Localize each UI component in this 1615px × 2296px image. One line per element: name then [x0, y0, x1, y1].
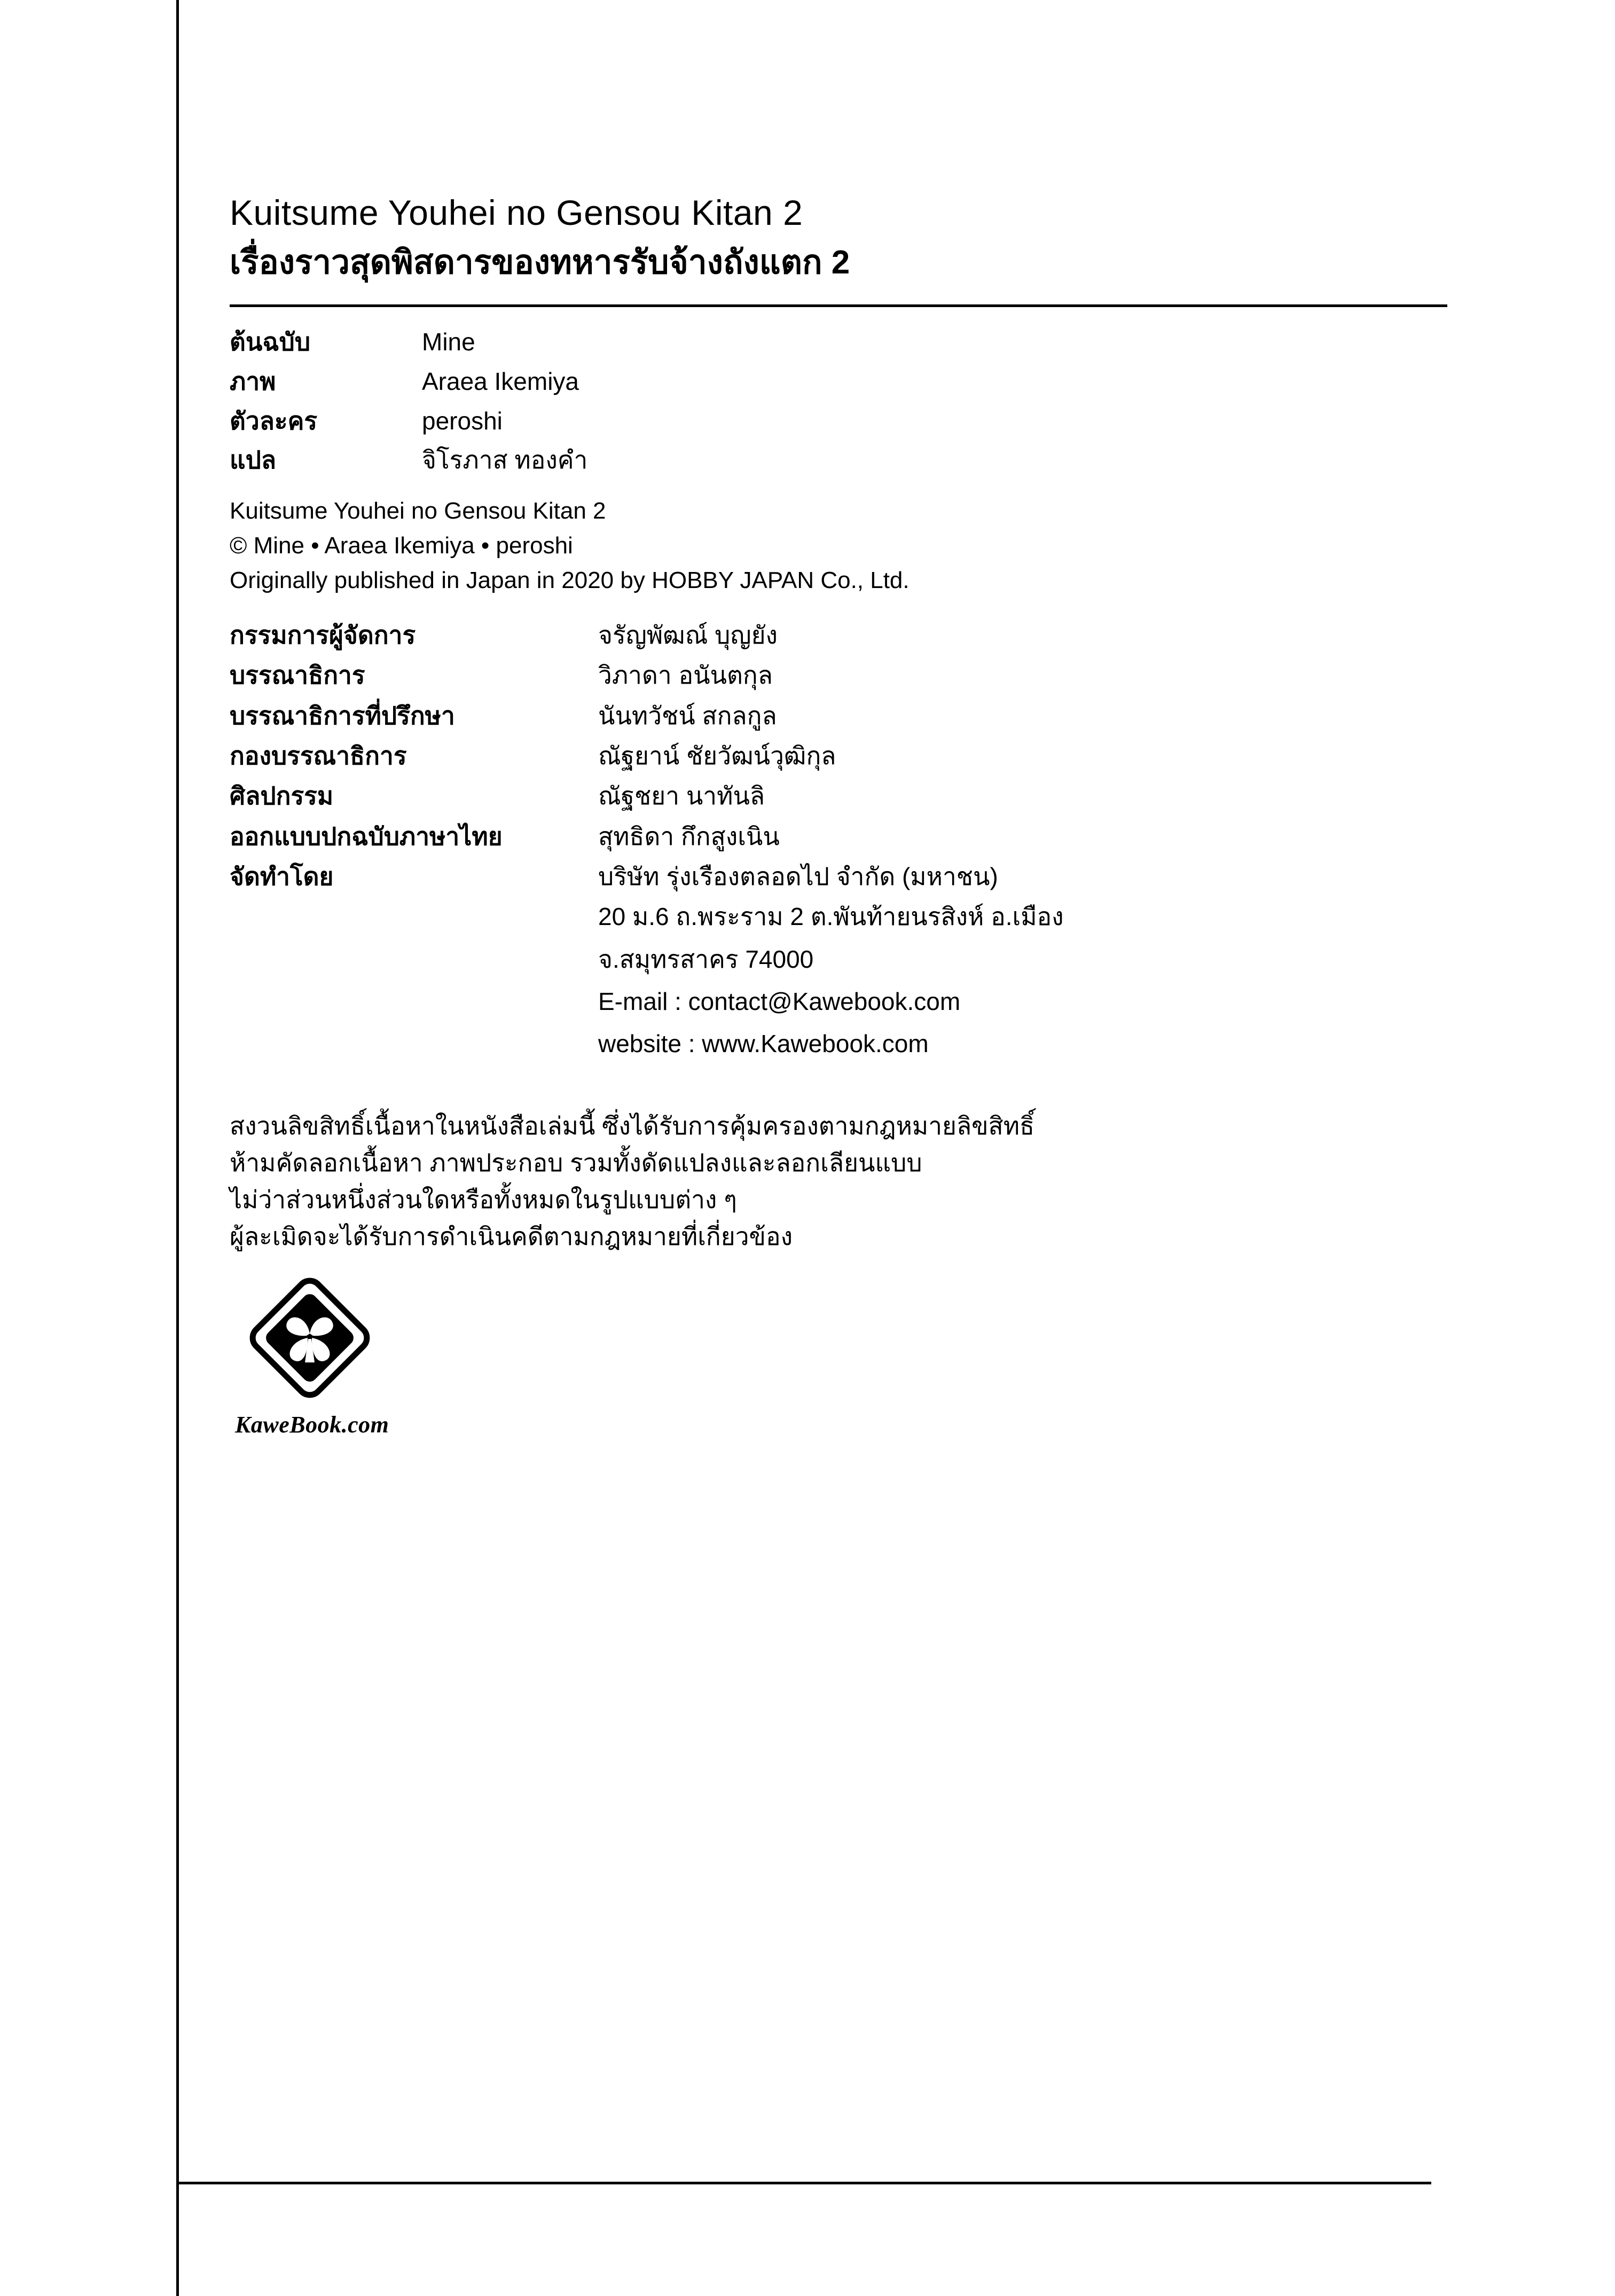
table-row: [230, 782, 1064, 822]
publisher-address-line2: จ.สมุทรสาคร 74000: [598, 945, 814, 973]
page-title-thai: เรื่องราวสุดพิสดารของทหารรับจ้างถังแตก 2: [230, 244, 850, 281]
staff-value-managing-director: จรัญพัฒณ์ บุญยัง: [598, 621, 778, 649]
table-row: [230, 368, 587, 408]
clover-diamond-icon: [230, 1276, 390, 1405]
staff-label-produced-by: จัดทำโดย: [230, 863, 334, 891]
spacer-cell: [230, 903, 598, 1084]
staff-value-produced-by: บริษัท รุ่งเรืองตลอดไป จำกัด (มหาชน): [598, 863, 998, 891]
credit-label-illustration: ภาพ: [230, 367, 276, 395]
table-row: [230, 408, 587, 447]
publisher-logo: [230, 1276, 486, 1453]
notice-line-3: ไม่ว่าส่วนหนึ่งส่วนใดหรือทั้งหมดในรูปแบบต่าง ๆ: [230, 1185, 737, 1213]
staff-label-managing-director: กรรมการผู้จัดการ: [230, 621, 416, 649]
copyright-holders: © Mine • Araea Ikemiya • peroshi: [230, 532, 573, 559]
publisher-address-block: [598, 903, 1064, 1084]
publisher-address-line1: 20 ม.6 ถ.พระราม 2 ต.พันท้ายนรสิงห์ อ.เมือง: [598, 903, 1064, 931]
staff-label-editorial-department: กองบรรณาธิการ: [230, 741, 407, 770]
publisher-email: E-mail : contact@Kawebook.com: [598, 988, 961, 1016]
copyright-block: [230, 493, 1458, 598]
staff-value-consulting-editor: นันทวัชน์ สกลกูล: [598, 701, 777, 730]
credit-label-original: ต้นฉบับ: [230, 328, 311, 356]
copyright-notice: [230, 1108, 1458, 1255]
notice-line-2: ห้ามคัดลอกเนื้อหา ภาพประกอบ รวมทั้งดัดแปลงและลอกเลียนแบบ: [230, 1148, 922, 1177]
staff-label-consulting-editor: บรรณาธิการที่ปรึกษา: [230, 701, 455, 730]
publisher-website: website : www.Kawebook.com: [598, 1030, 929, 1058]
staff-value-thai-cover-design: สุทธิดา กึกสูงเนิน: [598, 822, 780, 850]
credit-label-character: ตัวละคร: [230, 406, 318, 435]
notice-line-1: สงวนลิขสิทธิ์เนื้อหาในหนังสือเล่มนี้ ซึ่งได้รับการคุ้มครองตามกฎหมายลิขสิทธิ์: [230, 1111, 1035, 1140]
logo-caption: KaweBook.com: [235, 1411, 389, 1438]
credit-value-character: peroshi: [422, 406, 503, 435]
colophon-content: [230, 192, 1458, 1453]
table-row: [230, 621, 1064, 661]
staff-label-editor: บรรณาธิการ: [230, 661, 365, 689]
table-row: [230, 661, 1064, 701]
credit-label-translator: แปล: [230, 446, 277, 474]
table-row: [230, 328, 587, 368]
title-divider: [230, 304, 1447, 307]
table-row: [230, 822, 1064, 863]
table-row: [230, 863, 1064, 903]
credits-table: [230, 328, 587, 485]
credit-value-translator: จิโรภาส ทองคำ: [422, 446, 588, 474]
staff-value-art: ณัฐชยา นาทันลิ: [598, 782, 765, 810]
notice-line-4: ผู้ละเมิดจะได้รับการดำเนินคดีตามกฎหมายที่เกี่ยวข้อง: [230, 1222, 793, 1250]
staff-value-editorial-department: ณัฐยาน์ ชัยวัฒน์วุฒิกุล: [598, 741, 836, 770]
table-row: [230, 742, 1064, 782]
staff-value-editor: วิภาดา อนันตกุล: [598, 661, 773, 689]
copyright-original-publication: Originally published in Japan in 2020 by HOBBY JAPAN Co., Ltd.: [230, 567, 910, 593]
left-margin-rule: [176, 0, 179, 2296]
staff-label-art: ศิลปกรรม: [230, 782, 334, 810]
bottom-divider: [176, 2182, 1431, 2184]
credit-value-illustration: Araea Ikemiya: [422, 367, 579, 395]
table-row: [230, 903, 1064, 1084]
page-title-english: Kuitsume Youhei no Gensou Kitan 2: [230, 193, 803, 232]
staff-table: [230, 621, 1064, 1084]
table-row: [230, 702, 1064, 742]
credit-value-original: Mine: [422, 328, 475, 356]
copyright-original-title: Kuitsume Youhei no Gensou Kitan 2: [230, 497, 606, 524]
table-row: [230, 446, 587, 486]
staff-label-thai-cover-design: ออกแบบปกฉบับภาษาไทย: [230, 822, 503, 850]
